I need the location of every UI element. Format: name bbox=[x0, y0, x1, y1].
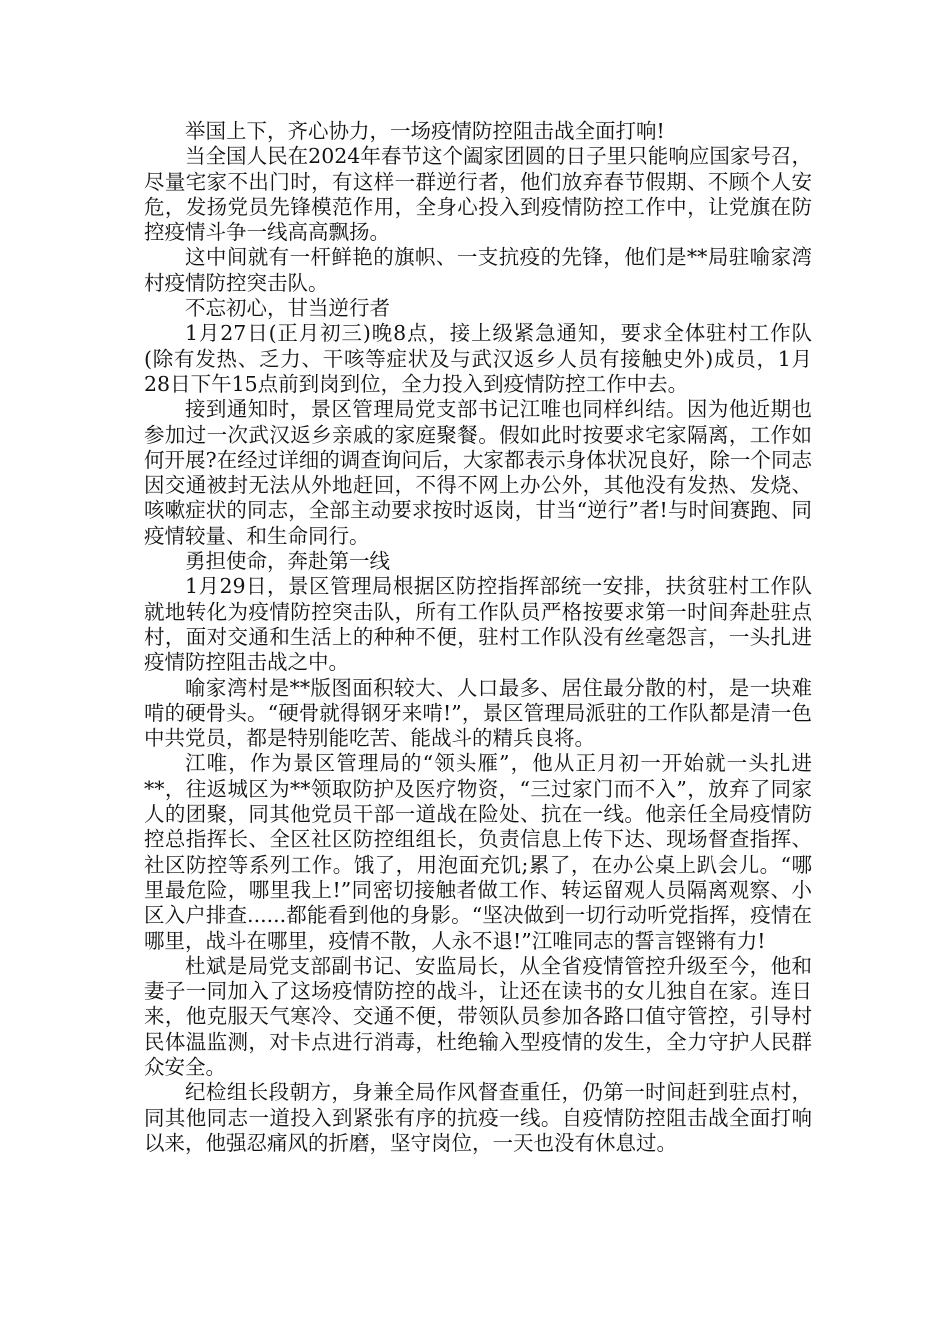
article-body bbox=[144, 119, 812, 1156]
paragraph: 1月27日(正月初三)晚8点，接上级紧急通知，要求全体驻村工作队(除有发热、乏力、干咳等症状及与武汉返乡人员有接触史外)成员，1月28日下午15点前到岗到位，全力投入到疫情防控工作中去。 bbox=[144, 321, 812, 396]
paragraph: 这中间就有一杆鲜艳的旗帜、一支抗疫的先锋，他们是**局驻喻家湾村疫情防控突击队。 bbox=[144, 245, 812, 295]
paragraph: 当全国人民在2024年春节这个阖家团圆的日子里只能响应国家号召，尽量宅家不出门时，有这样一群逆行者，他们放弃春节假期、不顾个人安危，发扬党员先锋模范作用，全身心投入到疫情防控工作中，让党旗在防控疫情斗争一线高高飘扬。 bbox=[144, 144, 812, 245]
paragraph: 江唯，作为景区管理局的“领头雁”，他从正月初一开始就一头扎进**，往返城区为**领取防护及医疗物资，“三过家门而不入”，放弃了同家人的团聚，同其他党员干部一道战在险处、抗在一线。他亲任全局疫情防控总指挥长、全区社区防控组组长，负责信息上传下达、现场督查指挥、社区防控等系列工作。饿了，用泡面充饥;累了，在办公桌上趴会儿。“哪里最危险，哪里我上!”同密切接触者做工作、转运留观人员隔离观察、小区入户排查......都能看到他的身影。“坚决做到一切行动听党指挥，疫情在哪里，战斗在哪里，疫情不散，人永不退!”江唯同志的誓言铿锵有力! bbox=[144, 751, 812, 953]
section-heading-2: 勇担使命，奔赴第一线 bbox=[185, 549, 390, 574]
paragraph: 杜斌是局党支部副书记、安监局长，从全省疫情管控升级至今，他和妻子一同加入了这场疫情防控的战斗，让还在读书的女儿独自在家。连日来，他克服天气寒冷、交通不便，带领队员参加各路口值守管控，引导村民体温监测，对卡点进行消毒，杜绝输入型疫情的发生，全力守护人民群众安全。 bbox=[144, 953, 812, 1079]
paragraph: 纪检组长段朝方，身兼全局作风督查重任，仍第一时间赶到驻点村，同其他同志一道投入到紧张有序的抗疫一线。自疫情防控阻击战全面打响以来，他强忍痛风的折磨，坚守岗位，一天也没有休息过。 bbox=[144, 1080, 812, 1155]
paragraph-intro: 举国上下，齐心协力，一场疫情防控阻击战全面打响! bbox=[185, 119, 665, 143]
section-heading-1: 不忘初心，甘当逆行者 bbox=[185, 296, 390, 321]
paragraph: 喻家湾村是**版图面积较大、人口最多、居住最分散的村，是一块难啃的硬骨头。“硬骨就得钢牙来啃!”，景区管理局派驻的工作队都是清一色中共党员，都是特别能吃苦、能战斗的精兵良将。 bbox=[144, 675, 812, 751]
paragraph: 接到通知时，景区管理局党支部书记江唯也同样纠结。因为他近期也参加过一次武汉返乡亲戚的家庭聚餐。假如此时按要求宅家隔离，工作如何开展?在经过详细的调查询问后，大家都表示身体状况良好，除一个同志因交通被封无法从外地赶回，不得不网上办公外，其他没有发热、发烧、咳嗽症状的同志，全部主动要求按时返岗，甘当“逆行”者!与时间赛跑、同疫情较量、和生命同行。 bbox=[144, 397, 812, 548]
paragraph: 1月29日，景区管理局根据区防控指挥部统一安排，扶贫驻村工作队就地转化为疫情防控突击队，所有工作队员严格按要求第一时间奔赴驻点村，面对交通和生活上的种种不便，驻村工作队没有丝毫怨言，一头扎进疫情防控阻击战之中。 bbox=[144, 574, 812, 675]
